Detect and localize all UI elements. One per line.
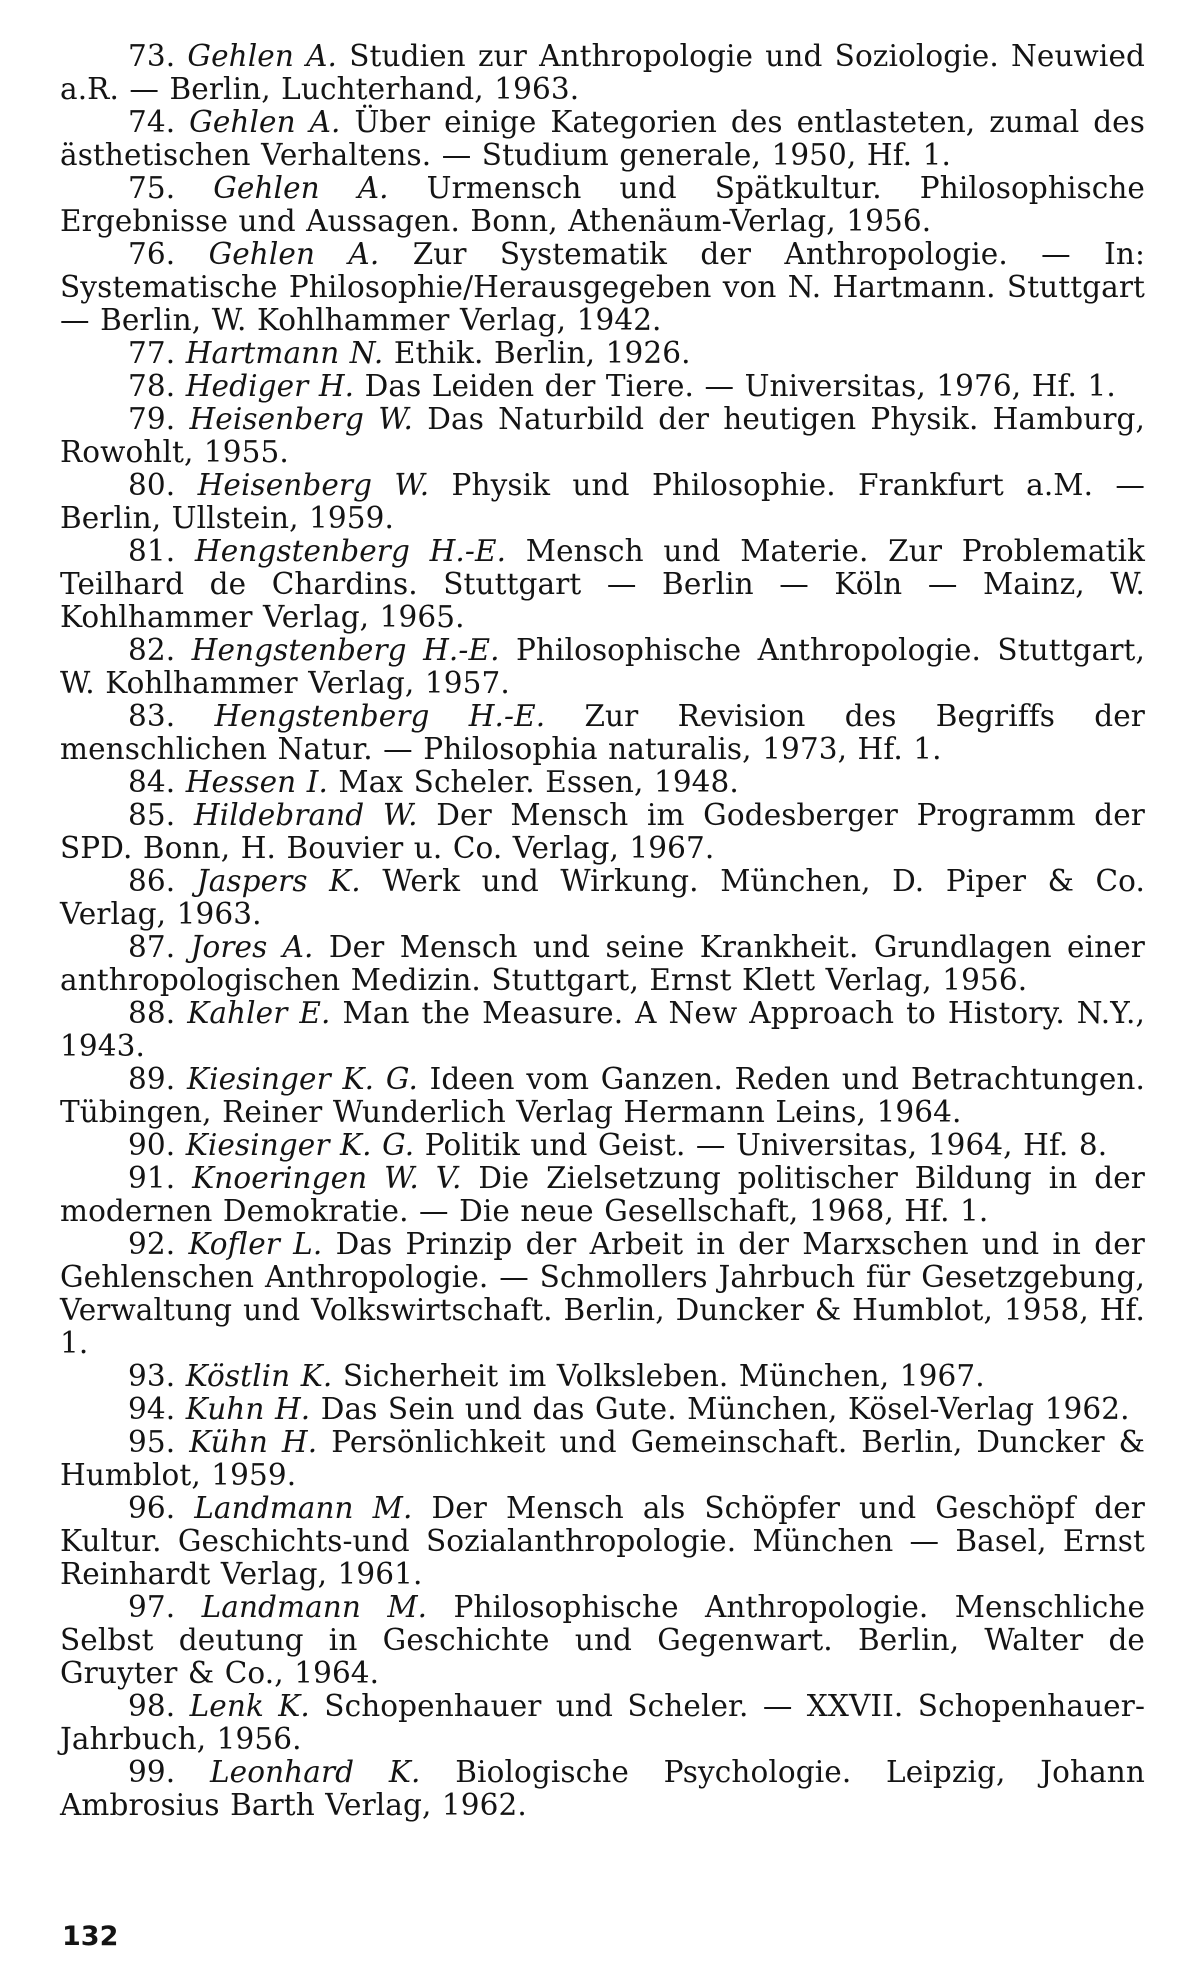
entry-author: Hildebrand W. [193, 798, 418, 832]
entry-text: Ethik. Berlin, 1926. [393, 336, 691, 370]
bibliography-entry-90 [60, 1129, 1145, 1162]
entry-author: Hengstenberg H.-E. [191, 633, 500, 667]
bibliography-entry-88 [60, 997, 1145, 1063]
entry-text: Mensch und Materie. Zur Problematik Teilhard de Chardins. Stuttgart — Berlin — Köln — Mainz, W. Kohlhammer Verlag, 1965. [60, 534, 1146, 634]
entry-text: Der Mensch im Godesberger Programm der SPD. Bonn, H. Bouvier u. Co. Verlag, 1967. [60, 798, 1146, 865]
entry-text: Persönlichkeit und Gemeinschaft. Berlin, Duncker & Humblot, 1959. [60, 1425, 1146, 1492]
entry-text: Urmensch und Spätkultur. Philosophische Ergebnisse und Aussagen. Bonn, Athenäum-Verlag, 1956. [60, 171, 1145, 238]
bibliography-entry-94 [60, 1393, 1145, 1426]
entry-number: 79. [128, 402, 176, 436]
entry-author: Gehlen A. [187, 39, 338, 73]
bibliography-entry-95 [60, 1426, 1145, 1492]
bibliography-entry-75 [60, 172, 1145, 238]
entry-text: Das Naturbild der heutigen Physik. Hamburg, Rowohlt, 1955. [60, 402, 1146, 469]
entry-number: 90. [128, 1128, 176, 1162]
entry-text: Der Mensch und seine Krankheit. Grundlagen einer anthropologischen Medizin. Stuttgart, Ernst Klett Verlag, 1956. [60, 930, 1145, 997]
entry-number: 97. [128, 1590, 176, 1624]
entry-author: Kuhn H. [185, 1392, 311, 1426]
entry-text: Man the Measure. A New Approach to History. N.Y., 1943. [60, 996, 1146, 1063]
entry-author: Knoeringen W. V. [192, 1161, 462, 1195]
entry-number: 83. [128, 699, 176, 733]
bibliography-list [60, 40, 1145, 1822]
entry-author: Gehlen A. [189, 105, 341, 139]
bibliography-entry-82 [60, 634, 1145, 700]
entry-author: Kiesinger K. G. [186, 1062, 418, 1096]
bibliography-entry-87 [60, 931, 1145, 997]
entry-text: Werk und Wirkung. München, D. Piper & Co. Verlag, 1963. [60, 864, 1145, 931]
bibliography-entry-81 [60, 535, 1145, 634]
entry-text: Die Zielsetzung politischer Bildung in der modernen Demokratie. — Die neue Gesellschaft, 1968, Hf. 1. [60, 1161, 1145, 1228]
bibliography-entry-74 [60, 106, 1145, 172]
entry-author: Hediger H. [185, 369, 355, 403]
bibliography-entry-73 [60, 40, 1145, 106]
entry-text: Biologische Psychologie. Leipzig, Johann Ambrosius Barth Verlag, 1962. [60, 1755, 1145, 1822]
entry-author: Hengstenberg H.-E. [194, 534, 507, 568]
entry-number: 75. [128, 171, 176, 205]
entry-number: 94. [128, 1392, 176, 1426]
entry-number: 82. [128, 633, 176, 667]
entry-author: Kahler E. [187, 996, 331, 1030]
entry-number: 92. [128, 1227, 176, 1261]
entry-number: 87. [128, 930, 176, 964]
entry-number: 78. [128, 369, 176, 403]
bibliography-entry-84 [60, 766, 1145, 799]
entry-number: 88. [128, 996, 176, 1030]
entry-number: 81. [128, 534, 176, 568]
bibliography-entry-92 [60, 1228, 1145, 1360]
entry-text: Philosophische Anthropologie. Stuttgart, W. Kohlhammer Verlag, 1957. [60, 633, 1145, 700]
bibliography-entry-77 [60, 337, 1145, 370]
entry-author: Gehlen A. [208, 237, 380, 271]
entry-author: Kühn H. [189, 1425, 318, 1459]
entry-author: Hartmann N. [185, 336, 384, 370]
entry-author: Lenk K. [189, 1689, 310, 1723]
bibliography-entry-97 [60, 1591, 1145, 1690]
entry-author: Kofler L. [188, 1227, 323, 1261]
entry-text: Max Scheler. Essen, 1948. [338, 765, 739, 799]
entry-number: 89. [128, 1062, 176, 1096]
entry-number: 76. [128, 237, 176, 271]
entry-author: Heisenberg W. [197, 468, 430, 502]
bibliography-entry-98 [60, 1690, 1145, 1756]
entry-number: 80. [128, 468, 176, 502]
entry-number: 84. [128, 765, 176, 799]
entry-number: 91. [128, 1161, 176, 1195]
bibliography-entry-99 [60, 1756, 1145, 1822]
entry-text: Ideen vom Ganzen. Reden und Betrachtungen. Tübingen, Reiner Wunderlich Verlag Hermann Leins, 1964. [60, 1062, 1145, 1129]
entry-author: Gehlen A. [213, 171, 389, 205]
entry-author: Jaspers K. [196, 864, 361, 898]
entry-number: 85. [128, 798, 176, 832]
entry-number: 73. [128, 39, 176, 73]
entry-text: Studien zur Anthropologie und Soziologie. Neuwied a.R. — Berlin, Luchterhand, 1963. [60, 39, 1145, 106]
bibliography-entry-79 [60, 403, 1145, 469]
entry-author: Köstlin K. [185, 1359, 333, 1393]
bibliography-entry-89 [60, 1063, 1145, 1129]
bibliography-entry-96 [60, 1492, 1145, 1591]
entry-author: Landmann M. [201, 1590, 428, 1624]
entry-author: Hessen I. [185, 765, 328, 799]
page-number: 132 [62, 1921, 119, 1952]
bibliography-entry-80 [60, 469, 1145, 535]
entry-text: Das Leiden der Tiere. — Universitas, 1976, Hf. 1. [364, 369, 1116, 403]
bibliography-entry-86 [60, 865, 1145, 931]
entry-author: Kiesinger K. G. [185, 1128, 415, 1162]
entry-text: Der Mensch als Schöpfer und Geschöpf der Kultur. Geschichts-und Sozialanthropologie. München — Basel, Ernst Reinhardt Verlag, 1961. [60, 1491, 1146, 1591]
entry-text: Politik und Geist. — Universitas, 1964, Hf. 8. [424, 1128, 1108, 1162]
entry-text: Philosophische Anthropologie. Menschliche Selbst deutung in Geschichte und Gegenwart. Berlin, Walter de Gruyter & Co., 1964. [60, 1590, 1146, 1690]
entry-text: Sicherheit im Volksleben. München, 1967. [342, 1359, 985, 1393]
entry-number: 74. [128, 105, 176, 139]
bibliography-entry-78 [60, 370, 1145, 403]
entry-author: Landmann M. [194, 1491, 413, 1525]
entry-text: Zur Revision des Begriffs der menschlichen Natur. — Philosophia naturalis, 1973, Hf. 1. [60, 699, 1146, 766]
entry-text: Das Prinzip der Arbeit in der Marxschen und in der Gehlenschen Anthropologie. — Schmollers Jahrbuch für Gesetzgebung, Verwaltung und Volkswirtschaft. Berlin, Duncker & Humblot, 1958, Hf. 1. [60, 1227, 1145, 1360]
entry-number: 99. [128, 1755, 176, 1789]
bibliography-entry-93 [60, 1360, 1145, 1393]
bibliography-entry-76 [60, 238, 1145, 337]
entry-number: 96. [128, 1491, 176, 1525]
entry-number: 93. [128, 1359, 176, 1393]
entry-text: Schopenhauer und Scheler. — XXVII. Schopenhauer-Jahrbuch, 1956. [60, 1689, 1146, 1756]
entry-author: Jores A. [190, 930, 314, 964]
entry-text: Physik und Philosophie. Frankfurt a.M. — Berlin, Ullstein, 1959. [60, 468, 1146, 535]
entry-author: Heisenberg W. [189, 402, 413, 436]
entry-number: 95. [128, 1425, 176, 1459]
entry-number: 77. [128, 336, 176, 370]
entry-text: Über einige Kategorien des entlasteten, zumal des ästhetischen Verhaltens. — Studium generale, 1950, Hf. 1. [60, 105, 1145, 172]
entry-number: 98. [128, 1689, 176, 1723]
entry-text: Zur Systematik der Anthropologie. — In: Systematische Philosophie/Herausgegeben von N. Hartmann. Stuttgart — Berlin, W. Kohlhammer Verlag, 1942. [60, 237, 1146, 337]
entry-text: Das Sein und das Gute. München, Kösel-Verlag 1962. [320, 1392, 1130, 1426]
entry-author: Hengstenberg H.-E. [214, 699, 546, 733]
bibliography-entry-85 [60, 799, 1145, 865]
entry-author: Leonhard K. [209, 1755, 421, 1789]
bibliography-entry-91 [60, 1162, 1145, 1228]
bibliography-entry-83 [60, 700, 1145, 766]
entry-number: 86. [128, 864, 176, 898]
